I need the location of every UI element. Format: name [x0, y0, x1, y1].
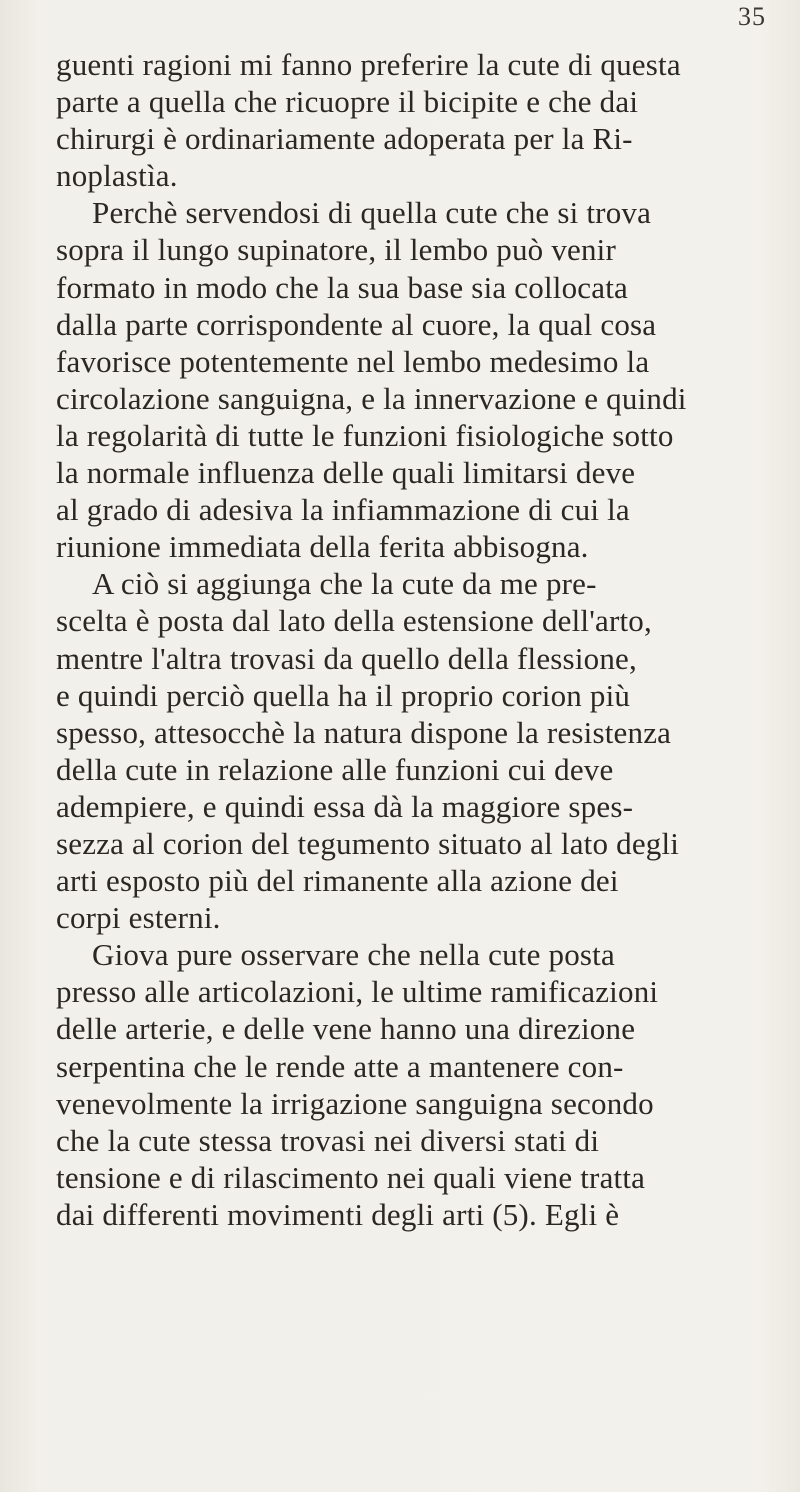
body-text: [56, 46, 756, 1233]
text-line: corpi esterni.: [56, 900, 221, 936]
text-line: mentre l'altra trovasi da quello della flessione,: [56, 640, 637, 676]
text-line: dalla parte corrispondente al cuore, la qual cosa: [56, 306, 657, 342]
text-line: venevolmente la irrigazione sanguigna secondo: [56, 1085, 654, 1121]
text-line: scelta è posta dal lato della estensione dell'arto,: [56, 603, 652, 639]
text-line: riunione immediata della ferita abbisogna.: [56, 529, 589, 565]
text-line: Giova pure osservare che nella cute posta: [92, 937, 615, 973]
text-line: che la cute stessa trovasi nei diversi stati di: [56, 1122, 600, 1158]
text-line: chirurgi è ordinariamente adoperata per la Ri-: [56, 121, 633, 157]
text-line: e quindi perciò quella ha il proprio corion più: [56, 677, 631, 713]
text-line: serpentina che le rende atte a mantenere con-: [56, 1048, 624, 1084]
text-line: arti esposto più del rimanente alla azione dei: [56, 863, 619, 899]
text-line: adempiere, e quindi essa dà la maggiore spes-: [56, 788, 634, 824]
text-line: della cute in relazione alle funzioni cui deve: [56, 751, 614, 787]
text-line: circolazione sanguigna, e la innervazione e quindi: [56, 380, 687, 416]
text-line: sopra il lungo supinatore, il lembo può venir: [56, 232, 617, 268]
text-line: favorisce potentemente nel lembo medesimo la: [56, 343, 650, 379]
text-line: noplastìa.: [56, 158, 178, 194]
text-line: Perchè servendosi di quella cute che si trova: [92, 195, 652, 231]
text-line: presso alle articolazioni, le ultime ramificazioni: [56, 974, 659, 1010]
text-line: dai differenti movimenti degli arti (5). Egli è: [56, 1196, 620, 1232]
text-line: la normale influenza delle quali limitarsi deve: [56, 455, 636, 491]
text-line: sezza al corion del tegumento situato al lato degli: [56, 825, 680, 861]
text-line: al grado di adesiva la infiammazione di cui la: [56, 492, 630, 528]
text-line: tensione e di rilascimento nei quali viene tratta: [56, 1159, 646, 1195]
text-line: guenti ragioni mi fanno preferire la cute di questa: [56, 47, 681, 82]
text-line: delle arterie, e delle vene hanno una direzione: [56, 1011, 636, 1047]
text-line: parte a quella che ricuopre il bicipite e che dai: [56, 84, 639, 120]
text-line: spesso, attesocchè la natura dispone la resistenza: [56, 714, 672, 750]
text-line: la regolarità di tutte le funzioni fisiologiche sotto: [56, 417, 674, 453]
page-number: 35: [738, 2, 766, 31]
text-line: formato in modo che la sua base sia collocata: [56, 269, 628, 305]
text-line: A ciò si aggiunga che la cute da me pre-: [92, 566, 597, 602]
